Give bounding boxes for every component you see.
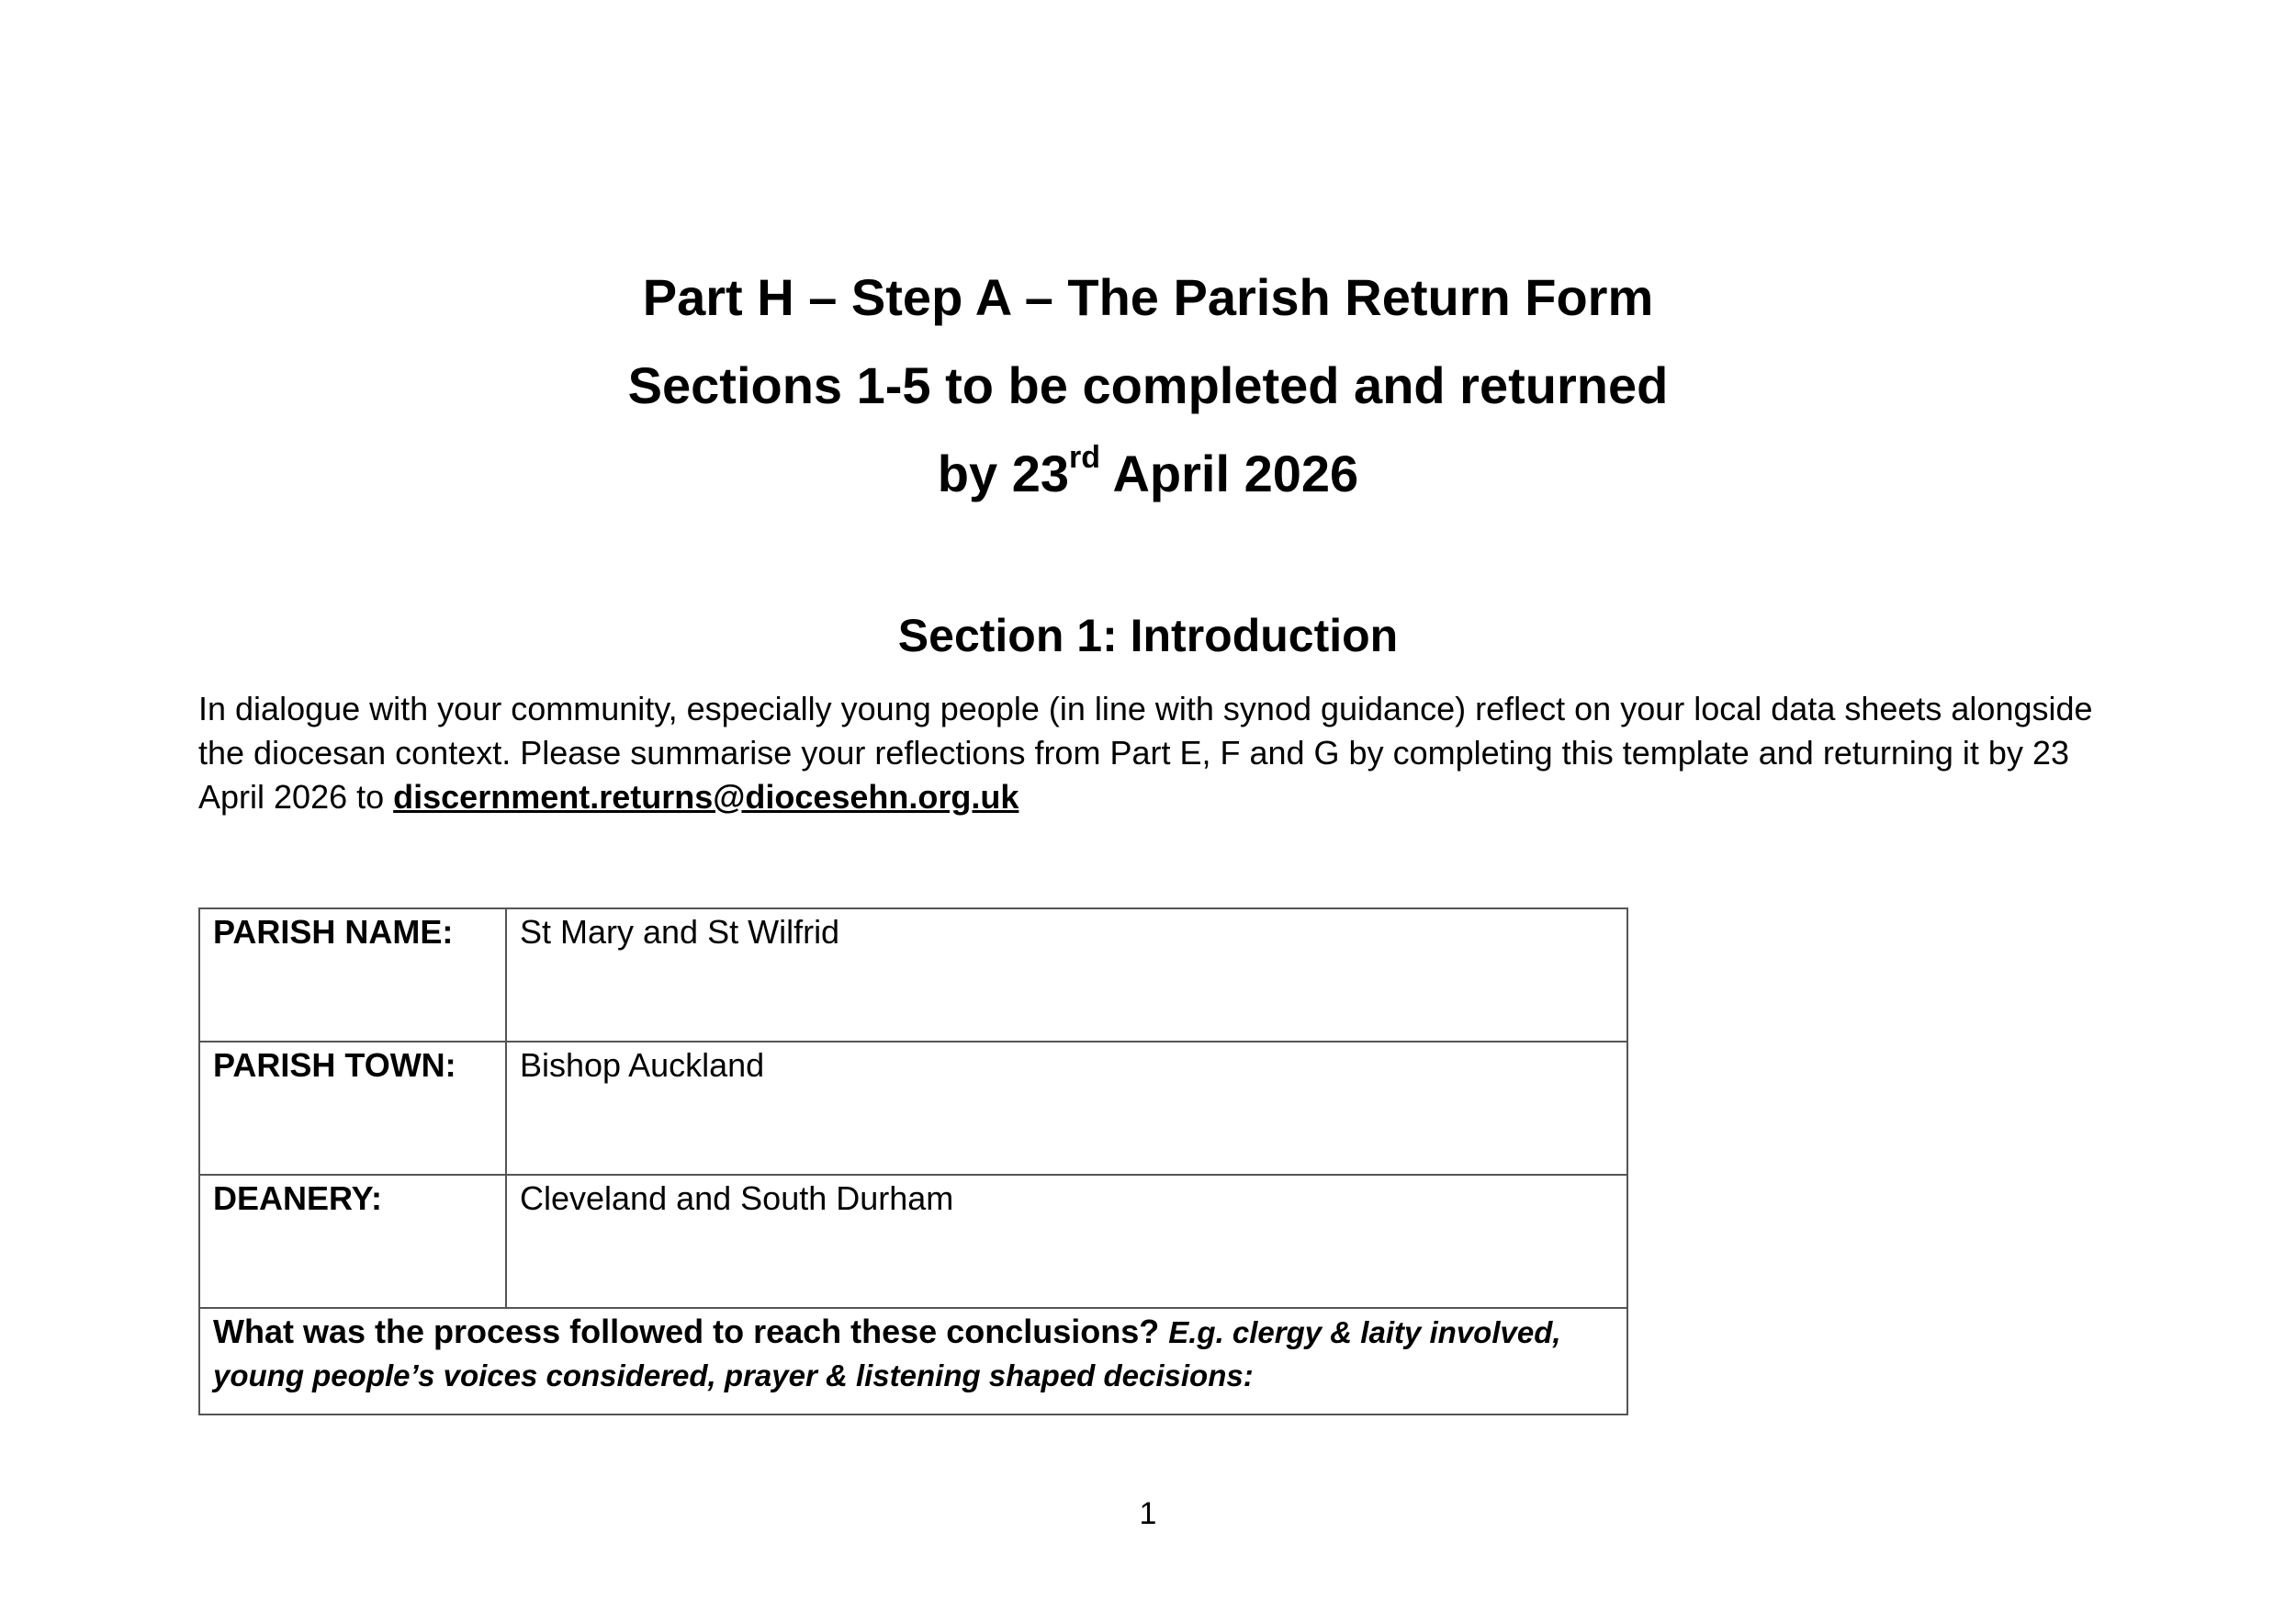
parish-town-row [199,1042,1627,1175]
process-field[interactable] [199,1308,1627,1414]
section-1-intro [198,687,2109,819]
section-1-heading: Section 1: Introduction [897,610,1399,661]
parish-town-field[interactable]: Bishop Auckland [506,1042,1627,1175]
parish-name-row [199,908,1627,1042]
title-date-ordinal: rd [1069,440,1100,475]
document-title [0,254,2296,518]
deanery-label: DEANERY: [199,1175,506,1308]
title-line-3 [0,430,2296,518]
parish-name-label: PARISH NAME: [199,908,506,1042]
deanery-field[interactable]: Cleveland and South Durham [506,1175,1627,1308]
parish-name-field[interactable]: St Mary and St Wilfrid [506,908,1627,1042]
process-row [199,1308,1627,1414]
intro-text: In dialogue with your community, especially young people (in line with synod guidance) reflect on your local data sheets alongside the diocesan context. Please summarise your reflections from Part E, F and G by completing this template and returning it by 23 April 2026 to [198,690,2093,816]
title-date-prefix: by 23 [937,445,1069,502]
deanery-row [199,1175,1627,1308]
title-line-2: Sections 1-5 to be completed and returned [627,356,1669,414]
parish-details-table [198,907,1628,1415]
parish-town-label: PARISH TOWN: [199,1042,506,1175]
process-question: What was the process followed to reach these conclusions? [213,1313,1169,1350]
title-line-1: Part H – Step A – The Parish Return Form [642,268,1654,326]
title-date-suffix: April 2026 [1100,445,1359,502]
process-example: E.g. clergy & laity involved, young people’s voices considered, prayer & listening shaped decisions: [213,1315,1561,1392]
page-number: 1 [1139,1496,1157,1531]
return-email-link[interactable]: discernment.returns@diocesehn.org.uk [393,778,1019,816]
